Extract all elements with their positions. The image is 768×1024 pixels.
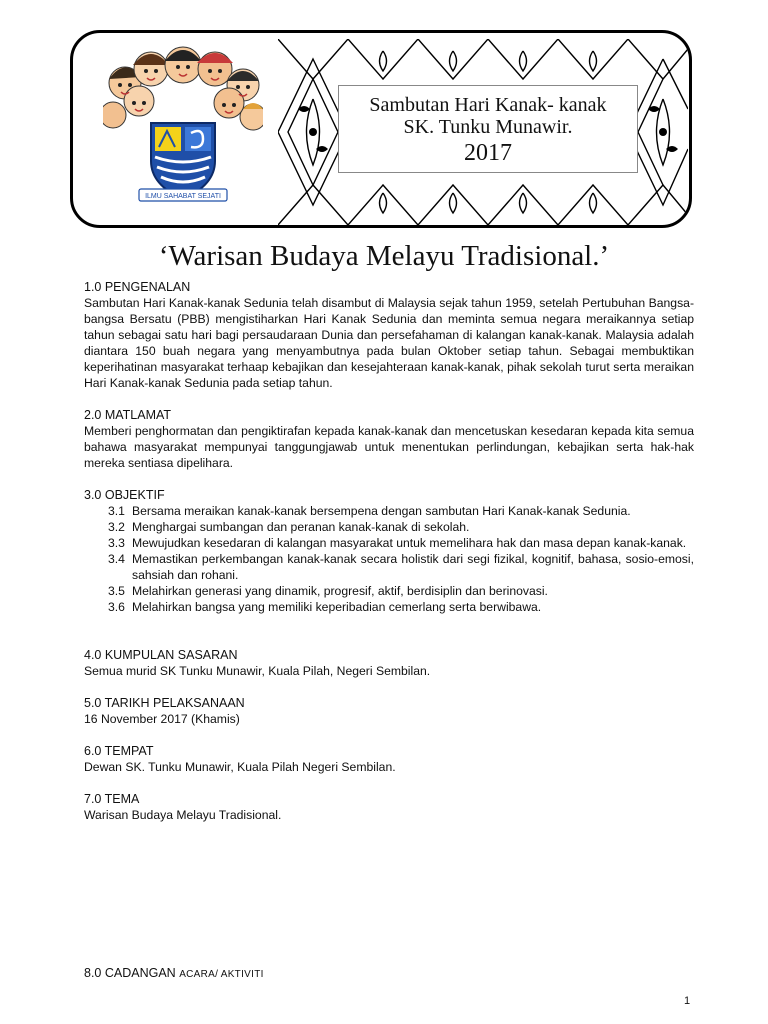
theme-quote: ‘Warisan Budaya Melayu Tradisional.’ [158, 240, 610, 272]
section-body-tarikh: 16 November 2017 (Khamis) [84, 712, 240, 726]
shield-icon [151, 123, 215, 199]
section-heading-pengenalan: 1.0 PENGENALAN [84, 280, 191, 294]
event-year: 2017 [464, 140, 512, 166]
event-title-box [338, 85, 638, 173]
list-item: 3.2 Menghargai sumbangan dan peranan kanak-kanak di sekolah. [108, 520, 470, 534]
section-body-tema: Warisan Budaya Melayu Tradisional. [84, 808, 282, 822]
objective-list [84, 503, 694, 615]
section-heading-tema: 7.0 TEMA [84, 792, 140, 806]
school-logo [103, 43, 263, 203]
list-item: 3.1 Bersama meraikan kanak-kanak bersempena dengan sambutan Hari Kanak-kanak Sedunia. [108, 504, 631, 518]
list-item: 3.5 Melahirkan generasi yang dinamik, progresif, aktif, berdisiplin dan berinovasi. [108, 584, 548, 598]
section-body-tempat: Dewan SK. Tunku Munawir, Kuala Pilah Negeri Sembilan. [84, 760, 396, 774]
children-faces-illustration [103, 47, 263, 130]
section-body-pengenalan: Sambutan Hari Kanak-kanak Sedunia telah disambut di Malaysia sejak tahun 1959, setelah Pertubuhan Bangsa-bangsa Bersatu (PBB) mengistiharkan Hari Kanak Sedunia dan meminta semua negara meraikannya setiap tahun sebagai satu hari bagi persaudaraan Dunia dan persefahaman di kalangan kanak-kanak. Malaysia adalah diantara 150 buah negara yang menyambutnya pada bulan Oktober setiap tahun. Sebagai membuktikan keperihatinan masyarakat terhaap kebajikan dan kesejahteraan kanak-kanak, pihak sekolah turut serta meraikan Hari Kanak-kanak Sedunia pada setiap tahun. [84, 296, 694, 390]
list-item: 3.3 Mewujudkan kesedaran di kalangan masyarakat untuk memelihara hak dan masa depan kanak-kanak. [108, 536, 687, 550]
page-number: 1 [684, 995, 691, 1007]
document-body [84, 279, 694, 823]
header-banner [70, 30, 692, 228]
section-heading-kumpulan-sasaran: 4.0 KUMPULAN SASARAN [84, 648, 238, 662]
section-heading-objektif: 3.0 OBJEKTIF [84, 488, 165, 502]
section-body-kumpulan-sasaran: Semua murid SK Tunku Munawir, Kuala Pilah, Negeri Sembilan. [84, 664, 431, 678]
section-heading-tarikh: 5.0 TARIKH PELAKSANAAN [84, 696, 245, 710]
section-heading-cadangan [84, 966, 264, 980]
cadangan-heading-main: 8.0 CADANGAN [84, 966, 176, 980]
list-item: 3.6 Melahirkan bangsa yang memiliki keperibadian cemerlang serta berwibawa. [108, 600, 542, 614]
school-name: SK. Tunku Munawir. [403, 116, 573, 138]
list-item: 3.4 Memastikan perkembangan kanak-kanak secara holistik dari segi fizikal, kognitif, bahasa, sosio-emosi, sahsiah dan rohani. [108, 552, 694, 582]
logo-motto: ILMU SAHABAT SEJATI [145, 193, 221, 200]
section-body-matlamat: Memberi penghormatan dan pengiktirafan kepada kanak-kanak dan mencetuskan kesedaran kepada kita semua bahawa masyarakat mempunyai tanggungjawab untuk menentukan perlindungan, kebajikan serta hak-hak mereka sentiasa dipelihara. [84, 424, 694, 470]
event-title-line1: Sambutan Hari Kanak- kanak [369, 94, 607, 116]
section-heading-tempat: 6.0 TEMPAT [84, 744, 154, 758]
cadangan-heading-sub: ACARA/ AKTIVITI [179, 969, 264, 980]
section-heading-matlamat: 2.0 MATLAMAT [84, 408, 172, 422]
